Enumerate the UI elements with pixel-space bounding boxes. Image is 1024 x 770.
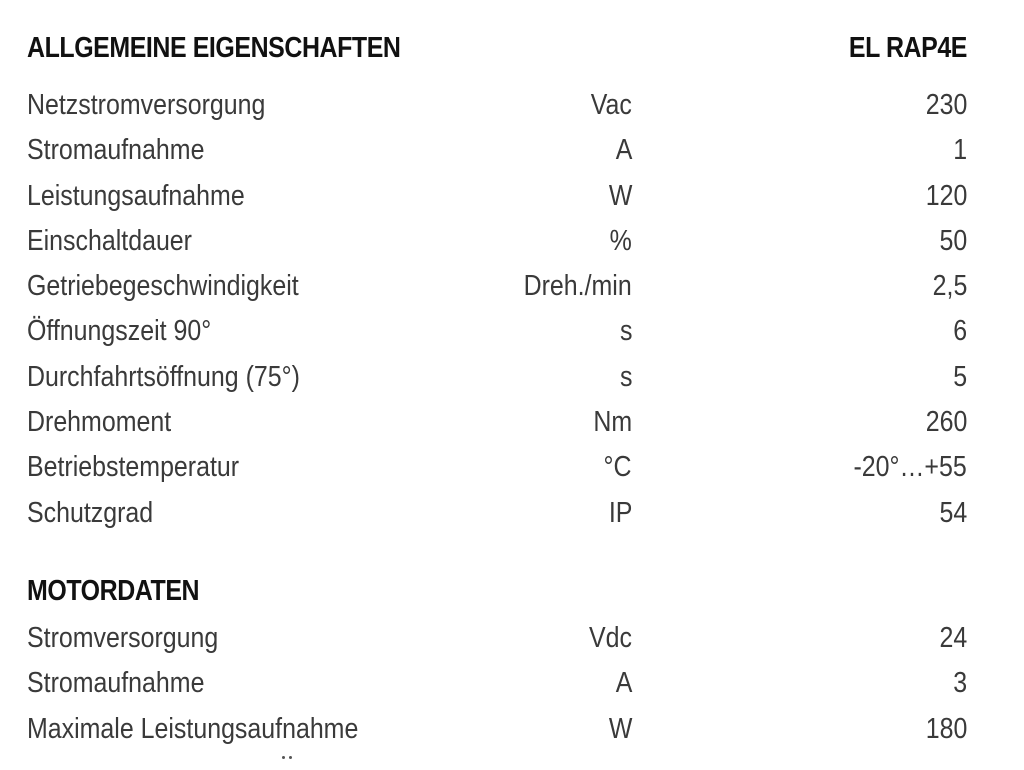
row-label: Betriebstemperatur (27, 451, 240, 484)
section-spacer (27, 536, 967, 570)
row-label: Schutzgrad (27, 496, 154, 529)
row-unit: IP (608, 496, 632, 529)
row-value: 1 (953, 134, 967, 167)
row-label: Netzstromversorgung (27, 89, 266, 121)
motor-section-title: MOTORDATEN (27, 575, 200, 608)
row-value: 5 (953, 360, 967, 393)
row-label: Maximale Leistungsaufnahme (27, 712, 359, 745)
motor-header (27, 570, 967, 614)
row-label: Leistungsaufnahme (27, 179, 245, 212)
table-row (27, 400, 967, 445)
table-row (27, 616, 967, 661)
row-value: 6 (953, 315, 967, 348)
motor-table (27, 616, 967, 752)
umlaut-dot (282, 756, 285, 759)
row-unit: % (609, 224, 632, 257)
row-unit: Dreh./min (523, 270, 632, 303)
row-unit: s (619, 315, 632, 348)
row-value: 230 (925, 89, 967, 121)
row-label: Stromversorgung (27, 621, 219, 654)
row-value: 3 (953, 667, 967, 700)
row-unit: °C (604, 451, 632, 484)
table-row (27, 128, 967, 173)
row-unit: A (615, 667, 632, 700)
row-unit: Vac (590, 89, 632, 121)
row-value: 24 (939, 621, 967, 654)
row-label: Stromaufnahme (27, 667, 205, 700)
row-value: 50 (939, 224, 967, 257)
row-unit: W (608, 179, 632, 212)
model-name: EL RAP4E (848, 31, 967, 64)
table-row (27, 83, 967, 128)
table-row (27, 264, 967, 309)
row-value: 2,5 (932, 270, 967, 303)
cut-off-text-fragment (282, 756, 294, 760)
general-header (27, 26, 967, 70)
spec-sheet (27, 26, 967, 752)
row-label: Getriebegeschwindigkeit (27, 270, 299, 303)
row-label: Durchfahrtsöffnung (75°) (27, 360, 300, 393)
row-unit: W (608, 712, 632, 745)
row-value: 260 (925, 406, 967, 439)
row-label: Einschaltdauer (27, 224, 192, 257)
row-unit: A (615, 134, 632, 167)
row-unit: Vdc (589, 621, 632, 654)
row-value: 180 (925, 712, 967, 745)
table-row (27, 355, 967, 400)
row-label: Drehmoment (27, 406, 172, 439)
row-unit: Nm (593, 406, 632, 439)
table-row (27, 445, 967, 490)
general-section-title: ALLGEMEINE EIGENSCHAFTEN (27, 31, 401, 64)
general-table (27, 83, 967, 536)
table-row (27, 707, 967, 752)
row-label: Öffnungszeit 90° (27, 315, 212, 348)
row-value: -20°…+55 (853, 451, 967, 484)
table-row (27, 309, 967, 354)
row-value: 54 (939, 496, 967, 529)
table-row (27, 661, 967, 706)
row-label: Stromaufnahme (27, 134, 205, 167)
table-row (27, 491, 967, 536)
table-row (27, 174, 967, 219)
row-unit: s (619, 360, 632, 393)
table-row (27, 219, 967, 264)
row-value: 120 (925, 179, 967, 212)
umlaut-dot (289, 756, 292, 759)
